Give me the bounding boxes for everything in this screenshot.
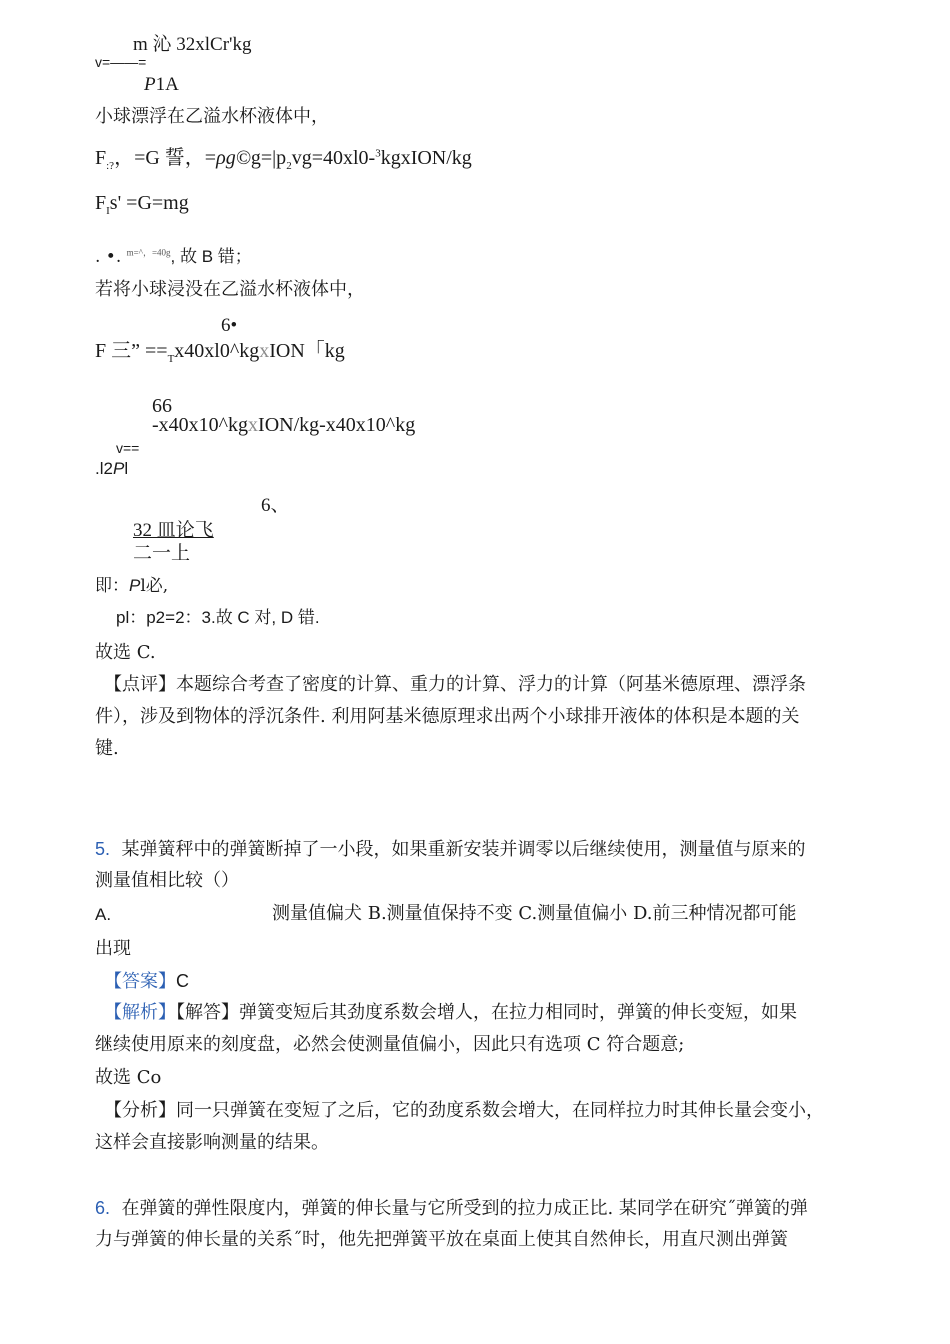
answer-tag: 【答案】 [104, 971, 176, 992]
comment-tag: 【点评】 [104, 674, 176, 695]
formula5-top: 66 [152, 395, 172, 417]
q6-stem-line1: 6. 在弹簧的弹性限度内，弹簧的伸长量与它所受到的拉力成正比. 某同学在研究˝弹簧的弹 [95, 1198, 808, 1219]
q5-fenxi-line1: 【分析】同一只弹簧在变短了之后，它的劲度系数会增大，在同样拉力时其伸长量会变小， [104, 1100, 824, 1121]
analysis-tag: 【解析】 [104, 1002, 176, 1023]
line-ji: 即：Pl必, [95, 576, 169, 596]
choose-c: 故选 C. [95, 642, 156, 663]
q5-options-cont: 出现 [95, 938, 131, 959]
formula1-denominator: P1A [144, 74, 179, 95]
q5-stem-line2: 测量值相比较（） [95, 870, 239, 891]
formula1-lhs: v=——= [95, 54, 147, 70]
formula1-numerator: m 沁 32xlCr'kg [133, 34, 252, 55]
comment4-line3: 键. [95, 738, 119, 759]
line-ratio: pl：p2=2：3.故 C 对, D 错. [116, 608, 320, 627]
formula4: F 三” $==_Tx40xl0\^{}kgxION$「kg [95, 340, 345, 365]
formula2: $F_{:?}$，=G 誓，$=\rho g©g=|p_2vg=40xl0-^3kgxION/kg$ [95, 147, 472, 172]
formula6-denominator: 二一上 [133, 543, 191, 564]
fenxi-tag: 【分析】 [104, 1100, 176, 1121]
q5-choose: 故选 Co [95, 1067, 162, 1088]
text-immerse: 若将小球浸没在乙溢水杯液体中， [95, 279, 365, 300]
q6-stem-line2: 力与弹簧的伸长量的关系˝时，他先把弹簧平放在桌面上使其自然伸长，用直尺测出弹簧 [95, 1229, 788, 1250]
q5-number: 5. [95, 839, 111, 859]
formula5-veq: v== [116, 440, 140, 456]
q5-options: 测量值偏犬 B.测量值保持不变 C.测量值偏小 D.前三种情况都可能 [272, 903, 797, 924]
rho-symbol: P [144, 74, 156, 95]
formula6-numerator: 32 皿论飞 [133, 520, 214, 541]
formula3: $F_Is' =G=mg$ [95, 192, 189, 217]
line-b-wrong: . •. $^{m=\^{},=40g}$, 故 B 错； [95, 247, 252, 267]
text-float: 小球漂浮在乙溢水杯液体中， [95, 106, 329, 127]
q5-option-a: A. [95, 905, 112, 924]
formula6-top: 6、 [261, 495, 290, 516]
q5-analysis-line1: 【解析】【解答】弹簧变短后其劲度系数会增人，在拉力相同时，弹簧的伸长变短，如果 [104, 1002, 797, 1023]
q5-fenxi-line2: 这样会直接影响测量的结果。 [95, 1132, 329, 1153]
q5-analysis-line2: 继续使用原来的刻度盘，必然会使测量值偏小，因此只有选项 C 符合题意; [95, 1034, 685, 1055]
q6-number: 6. [95, 1198, 111, 1218]
formula5-denominator: .l2Pl [95, 459, 129, 478]
rho-symbol: P [112, 459, 125, 478]
comment4-line1: 【点评】本题综合考查了密度的计算、重力的计算、浮力的计算（阿基米德原理、漂浮条 [104, 674, 806, 695]
q5-stem-line1: 5. 某弹簧秤中的弹簧断掉了一小段，如果重新安装并调零以后继续使用，测量值与原来的 [95, 839, 806, 860]
formula4-top: 6• [221, 315, 238, 336]
comment4-line2: 件），涉及到物体的浮沉条件. 利用阿基米德原理求出两个小球排开液体的体积是本题的关 [95, 706, 800, 727]
q5-answer: 【答案】C [104, 971, 189, 992]
formula5-line: -x40x10^kgxION/kg-x40x10^kg [152, 414, 416, 436]
